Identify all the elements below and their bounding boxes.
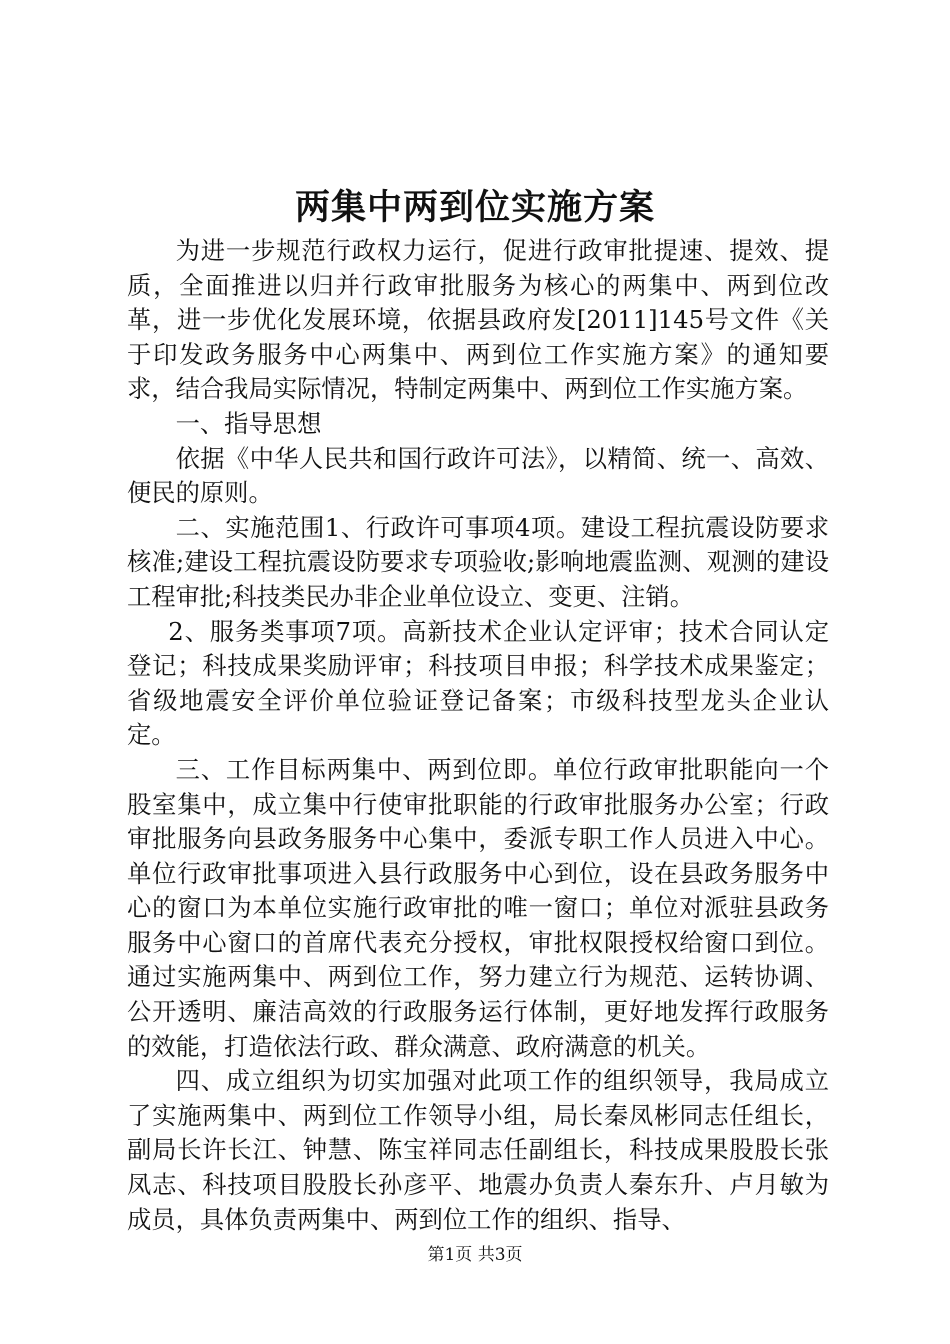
work-goal-paragraph: 三、工作目标两集中、两到位即。单位行政审批职能向一个股室集中，成立集中行使审批职能的行政审批服务办公室；行政审批服务向县政务服务中心集中，委派专职工作人员进入中心。单位行政审批事项进入县行政服务中心到位，设在县政务服务中心的窗口为本单位实施行政审批的唯一窗口；单位对派驻县政务服务中心窗口的首席代表充分授权，审批权限授权给窗口到位。通过实施两集中、两到位工作，努力建立行为规范、运转协调、公开透明、廉洁高效的行政服务运行体制，更好地发挥行政服务的效能，打造依法行政、群众满意、政府满意的机关。: [127, 754, 829, 1061]
guiding-thought-paragraph: 依据《中华人民共和国行政许可法》，以精简、统一、高效、便民的原则。: [127, 443, 829, 508]
organization-paragraph: 四、成立组织为切实加强对此项工作的组织领导，我局成立了实施两集中、两到位工作领导小组，局长秦凤彬同志任组长，副局长许长江、钟慧、陈宝祥同志任副组长，科技成果股股长张凤志、科技项目股股长孙彦平、地震办负责人秦东升、卢月敏为成员，具体负责两集中、两到位工作的组织、指导、: [127, 1066, 829, 1234]
document-body: [127, 234, 829, 1237]
scope-paragraph: 二、实施范围1、行政许可事项4项。建设工程抗震设防要求核准;建设工程抗震设防要求专项验收;影响地震监测、观测的建设工程审批;科技类民办非企业单位设立、变更、注销。: [127, 512, 829, 611]
page-footer: 第1页 共3页: [427, 1245, 523, 1265]
intro-paragraph: 为进一步规范行政权力运行，促进行政审批提速、提效、提质，全面推进以归并行政审批服务为核心的两集中、两到位改革，进一步优化发展环境，依据县政府发[2011]145号文件《关于印发政务服务中心两集中、两到位工作实施方案》的通知要求，结合我局实际情况，特制定两集中、两到位工作实施方案。: [127, 236, 829, 404]
document-title: 两集中两到位实施方案: [294, 187, 655, 228]
section-heading-guiding-thought: 一、指导思想: [175, 408, 322, 438]
service-items-paragraph: 2、服务类事项7项。高新技术企业认定评审；技术合同认定登记；科技成果奖励评审；科技项目申报；科学技术成果鉴定；省级地震安全评价单位验证登记备案；市级科技型龙头企业认定。: [127, 616, 829, 750]
